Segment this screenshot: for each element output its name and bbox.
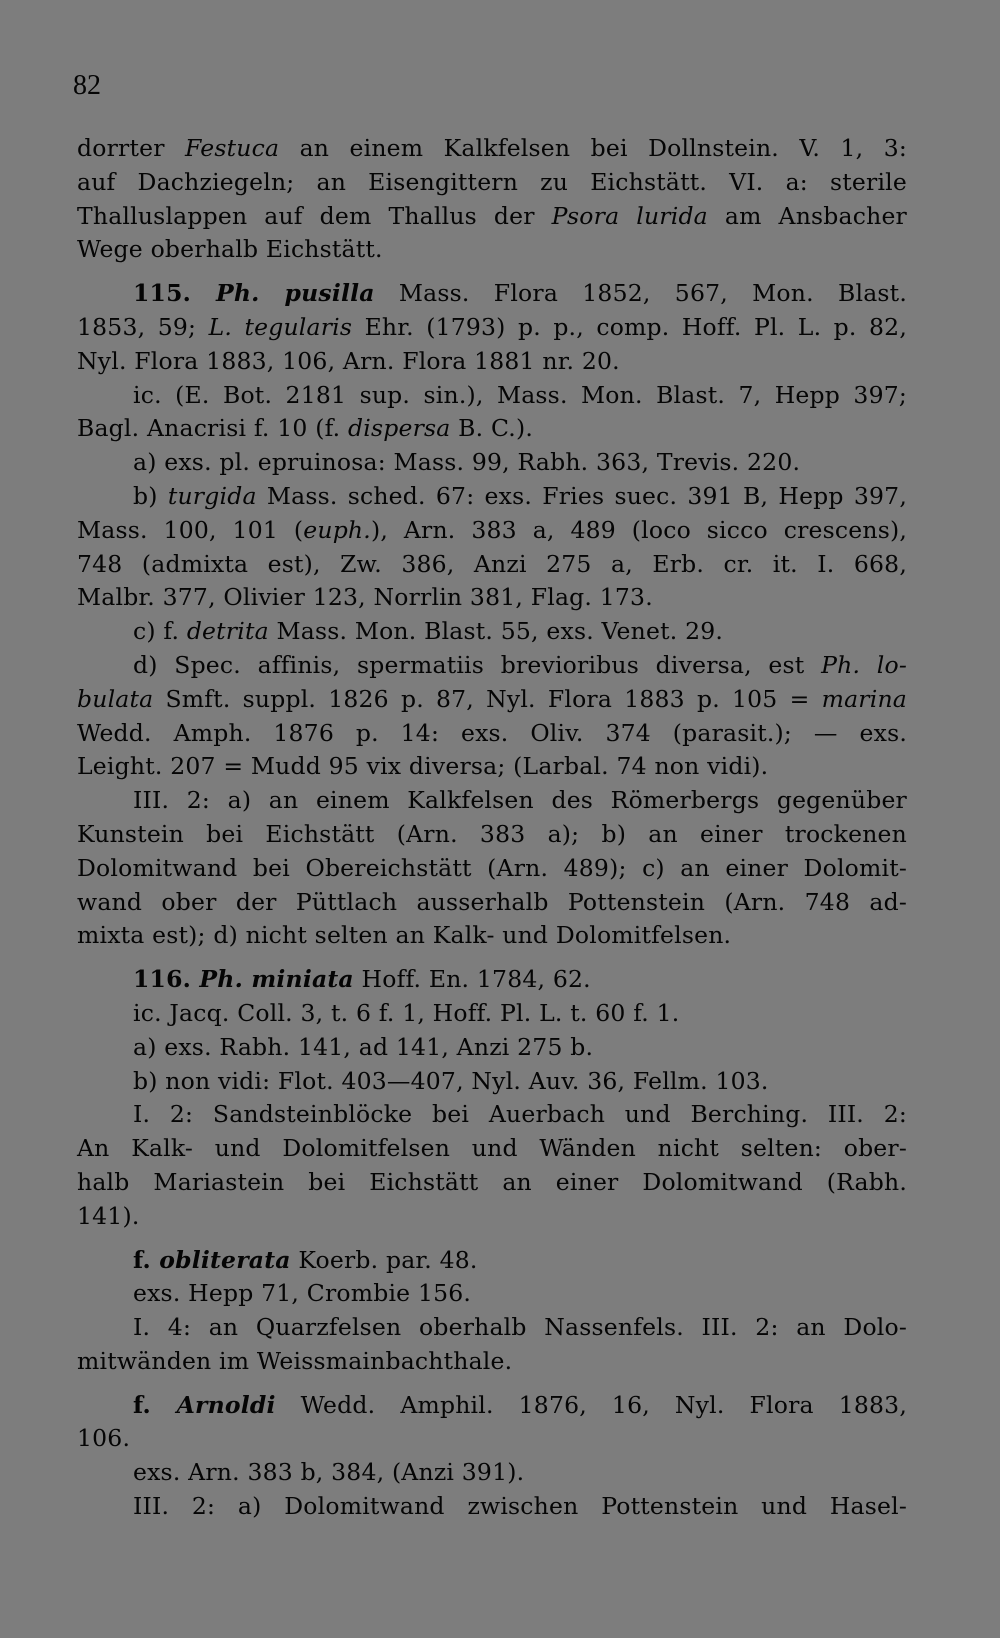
body-text — [77, 132, 907, 1524]
text-segment: Malbr. 377, Olivier 123, Norrlin 381, Flag. 173. — [77, 583, 653, 612]
text-segment: Wedd. Amphil. 1876, 16, Nyl. Flora 1883, — [275, 1390, 907, 1419]
text-segment: mixta est); d) nicht selten an Kalk- und Dolomitfelsen. — [77, 921, 732, 950]
text-line — [77, 852, 907, 886]
text-segment: Ph. miniata — [199, 965, 354, 994]
text-segment: Kunstein bei Eichstätt (Arn. 383 a); b) an einer trockenen — [77, 819, 907, 848]
text-line — [77, 784, 907, 818]
text-segment: Mass. Flora 1852, 567, Mon. Blast. — [374, 279, 907, 308]
text-segment: obliterata — [159, 1245, 291, 1274]
text-line — [77, 919, 907, 953]
text-segment: Ph. lo- — [821, 650, 907, 679]
text-line — [77, 412, 907, 446]
text-segment: An Kalk- und Dolomitfelsen und Wänden nicht selten: ober- — [77, 1134, 907, 1163]
text-segment: b) non vidi: Flot. 403—407, Nyl. Auv. 36, Fellm. 103. — [133, 1066, 769, 1095]
text-line — [77, 886, 907, 920]
text-segment: III. 2: a) an einem Kalkfelsen des Römerbergs gegenüber — [133, 786, 907, 815]
text-segment: exs. Hepp 71, Crombie 156. — [133, 1279, 472, 1308]
text-segment: Psora lurida — [551, 201, 708, 230]
text-segment: Mass. sched. 67: exs. Fries suec. 391 B, Hepp 397, — [256, 481, 907, 510]
text-line — [77, 311, 907, 345]
text-segment: 106. — [77, 1424, 131, 1453]
text-line — [77, 379, 907, 413]
text-line — [77, 200, 907, 234]
text-segment: L. tegularis — [208, 312, 353, 341]
text-segment: 115. — [133, 279, 216, 308]
text-segment: Wedd. Amph. 1876 p. 14: exs. Oliv. 374 (parasit.); — exs. — [77, 718, 907, 747]
text-segment: ic. (E. Bot. 2181 sup. sin.), Mass. Mon. Blast. 7, Hepp 397; — [133, 380, 907, 409]
text-segment: halb Mariastein bei Eichstätt an einer Dolomitwand (Rabh. — [77, 1167, 907, 1196]
text-segment: detrita — [186, 617, 269, 646]
text-line — [77, 480, 907, 514]
text-line — [77, 277, 907, 311]
text-line — [77, 1166, 907, 1200]
text-line — [77, 1098, 907, 1132]
page-number: 82 — [73, 70, 101, 101]
text-line — [77, 1244, 907, 1278]
text-line — [77, 581, 907, 615]
text-segment: turgida — [167, 481, 257, 510]
text-segment: Koerb. par. 48. — [290, 1245, 478, 1274]
text-segment: III. 2: a) Dolomitwand zwischen Pottenstein und Hasel- — [133, 1492, 907, 1521]
text-line — [77, 717, 907, 751]
text-segment: Arnoldi — [176, 1390, 276, 1419]
text-segment: Festuca — [185, 134, 280, 162]
text-segment: Nyl. Flora 1883, 106, Arn. Flora 1881 nr. 20. — [77, 346, 620, 375]
text-segment: bulata — [77, 684, 154, 713]
text-segment: ic. Jacq. Coll. 3, t. 6 f. 1, Hoff. Pl. L. t. 60 f. 1. — [133, 998, 680, 1027]
text-segment: I. 2: Sandsteinblöcke bei Auerbach und Berching. III. 2: — [133, 1100, 907, 1129]
text-line — [77, 1065, 907, 1099]
text-segment: dispersa — [348, 414, 451, 443]
text-segment: Bagl. Anacrisi f. 10 (f. — [77, 414, 348, 443]
text-segment: mitwänden im Weissmainbachthale. — [77, 1346, 513, 1375]
text-line — [77, 963, 907, 997]
text-segment: Leight. 207 = Mudd 95 vix diversa; (Larbal. 74 non vidi). — [77, 752, 769, 781]
text-segment: 116. — [133, 965, 200, 994]
text-line — [77, 1345, 907, 1379]
text-segment: marina — [821, 684, 907, 713]
text-segment: Thalluslappen auf dem Thallus der — [77, 201, 552, 230]
text-segment: a) exs. pl. epruinosa: Mass. 99, Rabh. 363, Trevis. 220. — [133, 448, 801, 477]
text-line — [77, 1200, 907, 1234]
text-segment: am Ansbacher — [707, 201, 907, 230]
text-line — [77, 345, 907, 379]
text-line — [77, 1311, 907, 1345]
text-segment: wand ober der Püttlach ausserhalb Pottenstein (Arn. 748 ad- — [77, 887, 907, 916]
text-line — [77, 1031, 907, 1065]
text-line — [77, 1132, 907, 1166]
text-segment: c) f. — [133, 617, 187, 646]
text-segment: B. C.). — [450, 414, 534, 443]
text-segment: an einem Kalkfelsen bei Dollnstein. V. 1, 3: — [279, 134, 907, 162]
text-segment: exs. Arn. 383 b, 384, (Anzi 391). — [133, 1458, 525, 1487]
text-segment: f. — [133, 1245, 160, 1274]
text-segment: Smft. suppl. 1826 p. 87, Nyl. Flora 1883 p. 105 = — [153, 684, 822, 713]
text-segment: Wege oberhalb Eichstätt. — [77, 235, 383, 264]
text-segment: Dolomitwand bei Obereichstätt (Arn. 489); c) an einer Dolomit- — [77, 853, 907, 882]
text-line — [77, 997, 907, 1031]
text-segment: Mass. Mon. Blast. 55, exs. Venet. 29. — [268, 617, 724, 646]
text-segment: ), Arn. 383 a, 489 (loco sicco crescens), — [370, 515, 907, 544]
text-line — [77, 1456, 907, 1490]
text-segment: f. — [133, 1390, 177, 1419]
text-segment: Ph. pusilla — [216, 279, 375, 308]
text-segment: 748 (admixta est), Zw. 386, Anzi 275 a, Erb. cr. it. I. 668, — [77, 549, 907, 578]
text-line — [77, 683, 907, 717]
text-line — [77, 233, 907, 267]
text-line — [77, 1389, 907, 1423]
text-segment: dorrter — [77, 134, 186, 162]
text-line — [77, 818, 907, 852]
text-segment: Mass. 100, 101 ( — [77, 515, 304, 544]
text-line — [77, 750, 907, 784]
text-segment: euph. — [303, 515, 371, 544]
text-line — [77, 1277, 907, 1311]
text-line — [77, 615, 907, 649]
text-line — [77, 446, 907, 480]
text-segment: 141). — [77, 1201, 140, 1230]
text-line — [77, 1422, 907, 1456]
text-segment: Ehr. (1793) p. p., comp. Hoff. Pl. L. p. 82, — [352, 312, 907, 341]
text-segment: auf Dachziegeln; an Eisengittern zu Eichstätt. VI. a: sterile — [77, 167, 907, 196]
text-line — [77, 1490, 907, 1524]
text-segment: Hoff. En. 1784, 62. — [353, 965, 591, 994]
text-line — [77, 548, 907, 582]
text-line — [77, 166, 907, 200]
text-segment: b) — [133, 481, 168, 510]
text-segment: 1853, 59; — [77, 312, 209, 341]
text-segment: a) exs. Rabh. 141, ad 141, Anzi 275 b. — [133, 1032, 594, 1061]
text-segment: I. 4: an Quarzfelsen oberhalb Nassenfels. III. 2: an Dolo- — [133, 1313, 907, 1342]
text-line — [77, 514, 907, 548]
text-line — [77, 132, 907, 166]
text-segment: d) Spec. affinis, spermatiis brevioribus diversa, est — [133, 650, 822, 679]
text-line — [77, 649, 907, 683]
